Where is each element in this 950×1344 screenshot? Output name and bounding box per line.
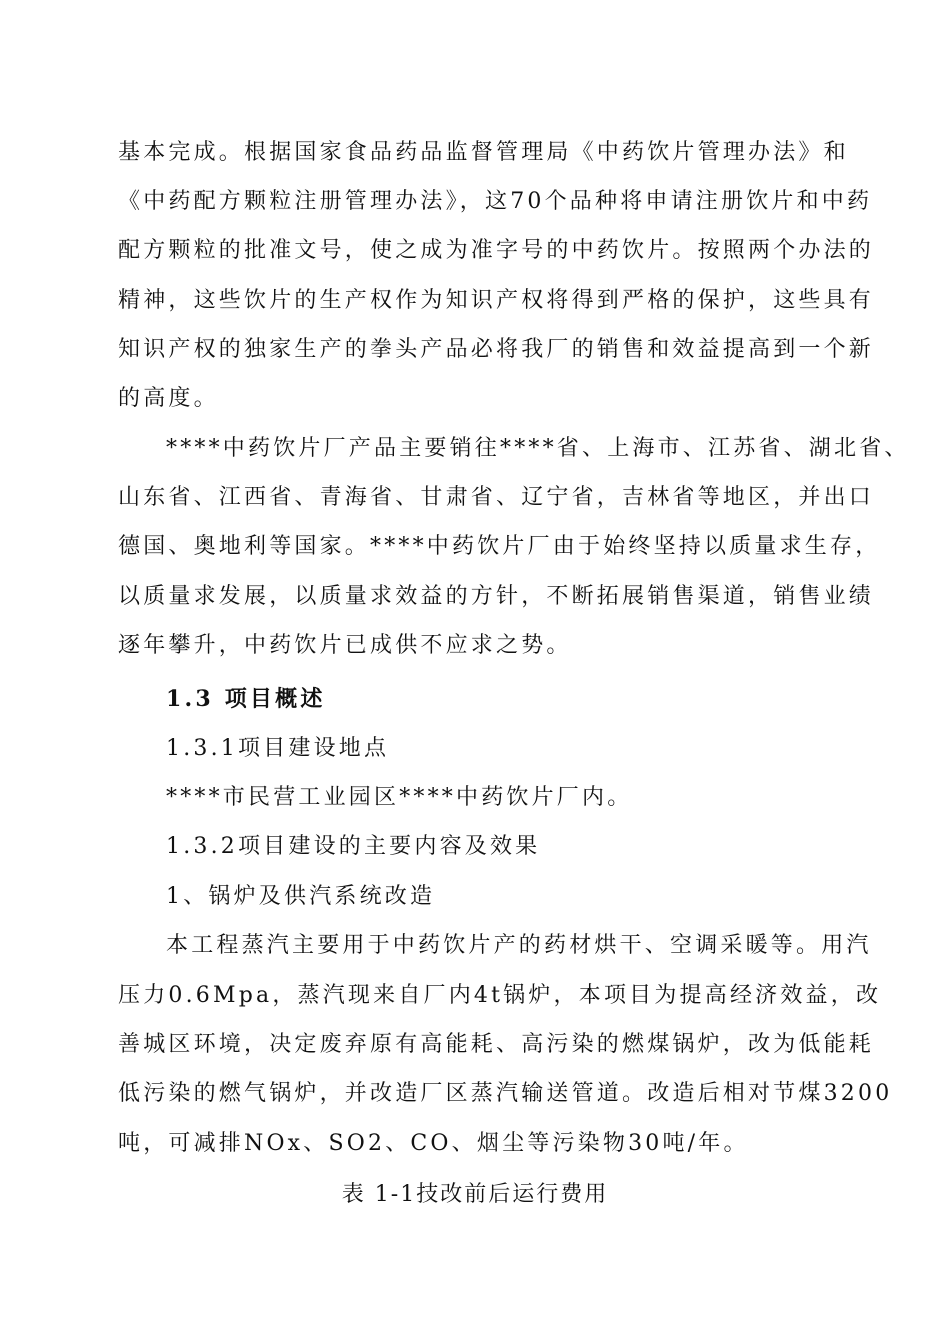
paragraph-line: 的高度。 [118,386,219,411]
paragraph-line: 压力0.6Mpa，蒸汽现来自厂内4t锅炉，本项目为提高经济效益，改 [118,983,882,1008]
subsection-heading: 1.3.2项目建设的主要内容及效果 [166,834,541,859]
section-heading: 1.3 项目概述 [166,686,326,712]
paragraph-line: 配方颗粒的批准文号，使之成为准字号的中药饮片。按照两个办法的 [118,238,875,263]
paragraph-line: ****中药饮片厂产品主要销往****省、上海市、江苏省、湖北省、 [166,436,910,461]
subsection-heading: 1.3.1项目建设地点 [166,736,390,761]
paragraph-line: 逐年攀升，中药饮片已成供不应求之势。 [118,633,572,658]
paragraph-line: 本工程蒸汽主要用于中药饮片产的药材烘干、空调采暖等。用汽 [166,933,872,958]
paragraph-line: ****市民营工业园区****中药饮片厂内。 [166,785,633,810]
paragraph-line: 基本完成。根据国家食品药品监督管理局《中药饮片管理办法》和 [118,140,849,165]
paragraph-line: 善城区环境，决定废弃原有高能耗、高污染的燃煤锅炉，改为低能耗 [118,1032,875,1057]
paragraph-line: 德国、奥地利等国家。****中药饮片厂由于始终坚持以质量求生存， [118,534,881,559]
paragraph-line: 精神，这些饮片的生产权作为知识产权将得到严格的保护，这些具有 [118,288,875,313]
paragraph-line: 以质量求发展，以质量求效益的方针，不断拓展销售渠道，销售业绩 [118,584,875,609]
paragraph-line: 知识产权的独家生产的拳头产品必将我厂的销售和效益提高到一个新 [118,337,875,362]
paragraph-line: 吨，可减排NOx、SO2、CO、烟尘等污染物30吨/年。 [118,1131,749,1156]
table-caption: 表 1-1技改前后运行费用 [341,1182,609,1207]
paragraph-line: 低污染的燃气锅炉，并改造厂区蒸汽输送管道。改造后相对节煤3200 [118,1081,893,1106]
paragraph-line: 山东省、江西省、青海省、甘肃省、辽宁省，吉林省等地区，并出口 [118,485,875,510]
paragraph-line: 《中药配方颗粒注册管理办法》，这70个品种将申请注册饮片和中药 [118,189,873,214]
item-heading: 1、锅炉及供汽系统改造 [166,884,436,909]
